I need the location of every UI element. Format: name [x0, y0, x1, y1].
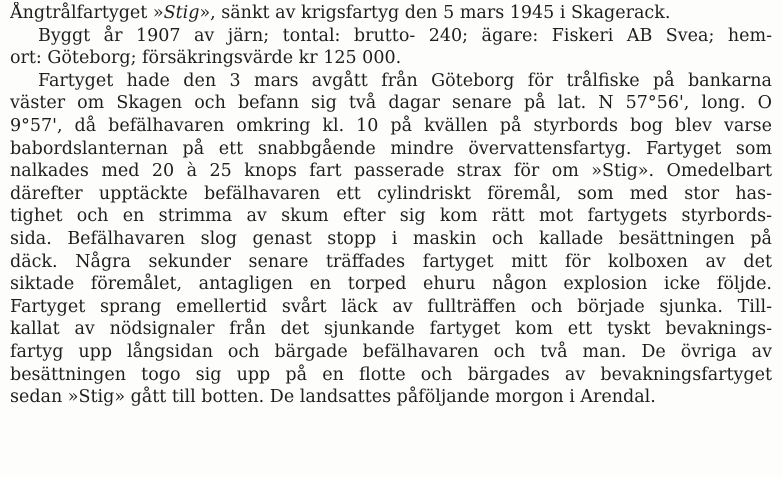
- text-line: Byggt år 1907 av järn; tontal: brutto- 240; ägare: Fiskeri AB Svea; hem-: [38, 25, 772, 46]
- title-prefix: Ångtrålfartyget »: [10, 3, 164, 23]
- text-line: siktade föremålet, antagligen en torped ehuru någon explosion icke följde.: [10, 274, 772, 295]
- text-line: 9°57', då befälhavaren omkring kl. 10 på kvällen på styrbords bog blev varse: [10, 115, 772, 136]
- text-line: kallat av nödsignaler från det sjunkande fartyget kom ett tyskt bevaknings-: [10, 319, 772, 340]
- text-line: Fartyget sprang emellertid svårt läck av fullträffen och började sjunka. Till-: [10, 296, 772, 317]
- text-line: väster om Skagen och befann sig två dagar senare på lat. N 57°56', long. O: [10, 93, 772, 114]
- text-line: därefter upptäckte befälhavaren ett cylindriskt föremål, som med stor has-: [10, 183, 772, 204]
- title-line: [10, 2, 772, 25]
- text-line: Fartyget hade den 3 mars avgått från Göteborg för trålfiske på bankarna: [38, 70, 772, 91]
- text-line: tighet och en strimma av skum efter sig kom rätt mot fartygets styrbords-: [10, 206, 772, 227]
- text-line: ort: Göteborg; försäkringsvärde kr 125 000.: [10, 48, 402, 69]
- title-suffix: », sänkt av krigsfartyg den 5 mars 1945 i Skagerack.: [199, 3, 671, 23]
- text-line: sedan »Stig» gått till botten. De landsattes påföljande morgon i Arendal.: [10, 387, 656, 408]
- ship-name: Stig: [163, 3, 200, 23]
- text-line: babordslanternan på ett snabbgående mindre övervattensfartyg. Fartyget som: [10, 138, 772, 159]
- text-line: däck. Några sekunder senare träffades fartyget mitt för kolboxen av det: [10, 251, 772, 272]
- text-line: nalkades med 20 à 25 knops fart passerade strax för om »Stig». Omedelbart: [10, 161, 772, 182]
- text-line: fartyg upp långsidan och bärgade befälhavaren och två man. De övriga av: [10, 341, 772, 362]
- text-line: besättningen togo sig upp på en flotte och bärgades av bevakningsfartyget: [10, 364, 772, 385]
- text-line: sida. Befälhavaren slog genast stopp i maskin och kallade besättningen på: [10, 228, 772, 249]
